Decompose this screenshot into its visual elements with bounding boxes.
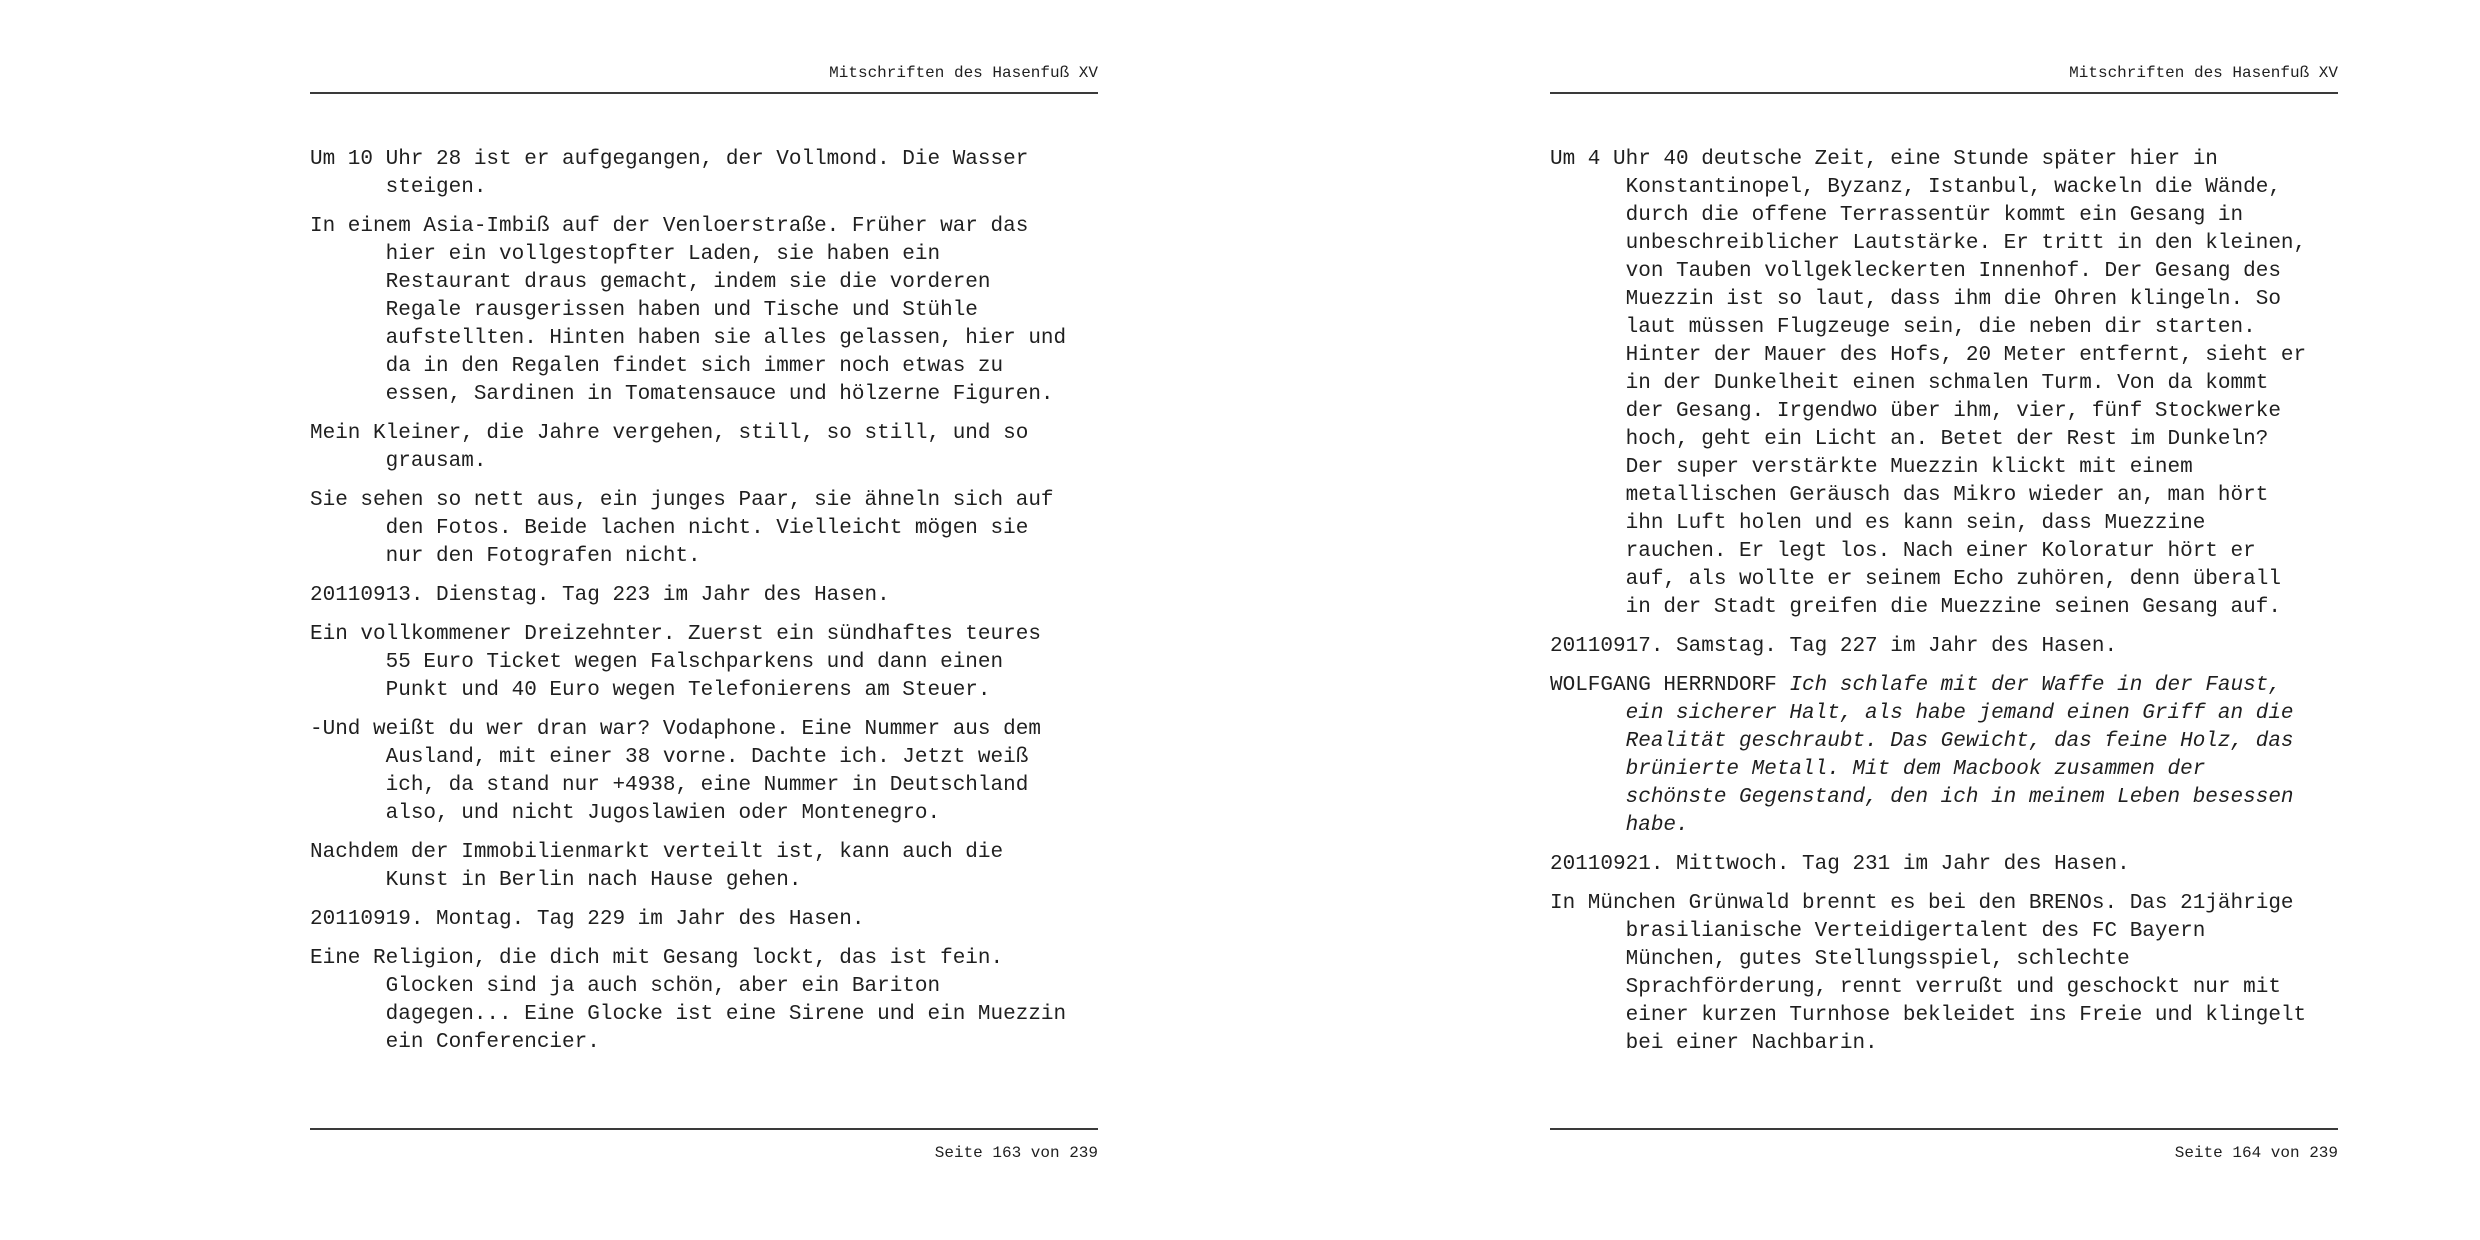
paragraph: Nachdem der Immobilienmarkt verteilt ist, kann auch die Kunst in Berlin nach Hause gehen. — [310, 841, 1004, 892]
paragraph: In einem Asia-Imbiß auf der Venloerstraße. Früher war das hier ein vollgestopfter Laden, sie haben ein Restaurant draus gemacht, indem sie die vorderen Regale rausgerissen haben und Tische und Stühle aufstellten. Hinten haben sie alles gelassen, hier und da in den Regalen findet sich immer noch etwas zu essen, Sardinen in Tomatensauce und hölzerne Figuren. — [310, 215, 1067, 406]
quote-attribution: WOLFGANG HERRNDORF — [1550, 674, 1790, 697]
paragraph: In München Grünwald brennt es bei den BRENOs. Das 21jährige brasilianische Verteidigertalent des FC Bayern München, gutes Stellungsspiel, schlechte Sprachförderung, rennt verrußt und geschockt nur mit einer kurzen Turnhose bekleidet ins Freie und klingelt bei einer Nachbarin. — [1550, 892, 2307, 1055]
date-heading: 20110919. Montag. Tag 229 im Jahr des Hasen. — [310, 908, 865, 931]
running-header-right: Mitschriften des Hasenfuß XV — [1550, 62, 2338, 94]
paragraph: Sie sehen so nett aus, ein junges Paar, sie ähneln sich auf den Fotos. Beide lachen nicht. Vielleicht mögen sie nur den Fotografen nicht. — [310, 489, 1054, 568]
date-heading: 20110917. Samstag. Tag 227 im Jahr des Hasen. — [1550, 635, 2118, 658]
quote-italic-text: Ich schlafe mit der Waffe in der Faust, ein sicherer Halt, als habe jemand einen Griff an die Realität geschraubt. Das Gewicht, das feine Holz, das brünierte Metall. Mit dem Macbook zusammen der schönste Gegenstand, den ich in meinem Leben besessen habe. — [1625, 674, 2294, 837]
paragraph: Eine Religion, die dich mit Gesang lockt, das ist fein. Glocken sind ja auch schön, aber ein Bariton dagegen... Eine Glocke ist eine Sirene und ein Muezzin ein Conferencier. — [310, 947, 1067, 1054]
paragraph: -Und weißt du wer dran war? Vodaphone. Eine Nummer aus dem Ausland, mit einer 38 vorne. Dachte ich. Jetzt weiß ich, da stand nur +4938, eine Nummer in Deutschland also, und nicht Jugoslawien oder Montenegro. — [310, 718, 1041, 825]
paragraph: Ein vollkommener Dreizehnter. Zuerst ein sündhaftes teures 55 Euro Ticket wegen Falschparkens und dann einen Punkt und 40 Euro wegen Telefonierens am Steuer. — [310, 623, 1041, 702]
paragraph: Mein Kleiner, die Jahre vergehen, still, so still, und so grausam. — [310, 422, 1029, 473]
date-heading: 20110913. Dienstag. Tag 223 im Jahr des Hasen. — [310, 584, 890, 607]
paragraph: Um 10 Uhr 28 ist er aufgegangen, der Vollmond. Die Wasser steigen. — [310, 148, 1029, 199]
paragraph: Um 4 Uhr 40 deutsche Zeit, eine Stunde später hier in Konstantinopel, Byzanz, Istanbul, wackeln die Wände, durch die offene Terrassentür kommt ein Gesang in unbeschreiblicher Lautstärke. Er tritt in den kleinen, von Tauben vollgekleckerten Innenhof. Der Gesang des Muezzin ist so laut, dass ihm die Ohren klingeln. So laut müssen Flugzeuge sein, die neben dir starten. Hinter der Mauer des Hofs, 20 Meter entfernt, sieht er in der Dunkelheit einen schmalen Turm. Von da kommt der Gesang. Irgendwo über ihm, vier, fünf Stockwerke hoch, geht ein Licht an. Betet der Rest im Dunkeln? Der super verstärkte Muezzin klickt mit einem metallischen Geräusch das Mikro wieder an, man hört ihn Luft holen und es kann sein, dass Muezzine rauchen. Er legt los. Nach einer Koloratur hört er auf, als wollte er seinem Echo zuhören, denn überall in der Stadt greifen die Muezzine seinen Gesang auf. — [1550, 148, 2307, 619]
page-body-left — [310, 146, 1071, 1068]
running-header-left: Mitschriften des Hasenfuß XV — [310, 62, 1098, 94]
page-right — [1240, 0, 2480, 1240]
date-heading: 20110921. Mittwoch. Tag 231 im Jahr des Hasen. — [1550, 853, 2130, 876]
page-body-right — [1550, 146, 2311, 1069]
page-number-footer-left: Seite 163 von 239 — [310, 1128, 1098, 1164]
quote-paragraph — [1550, 672, 2311, 840]
page-number-footer-right: Seite 164 von 239 — [1550, 1128, 2338, 1164]
